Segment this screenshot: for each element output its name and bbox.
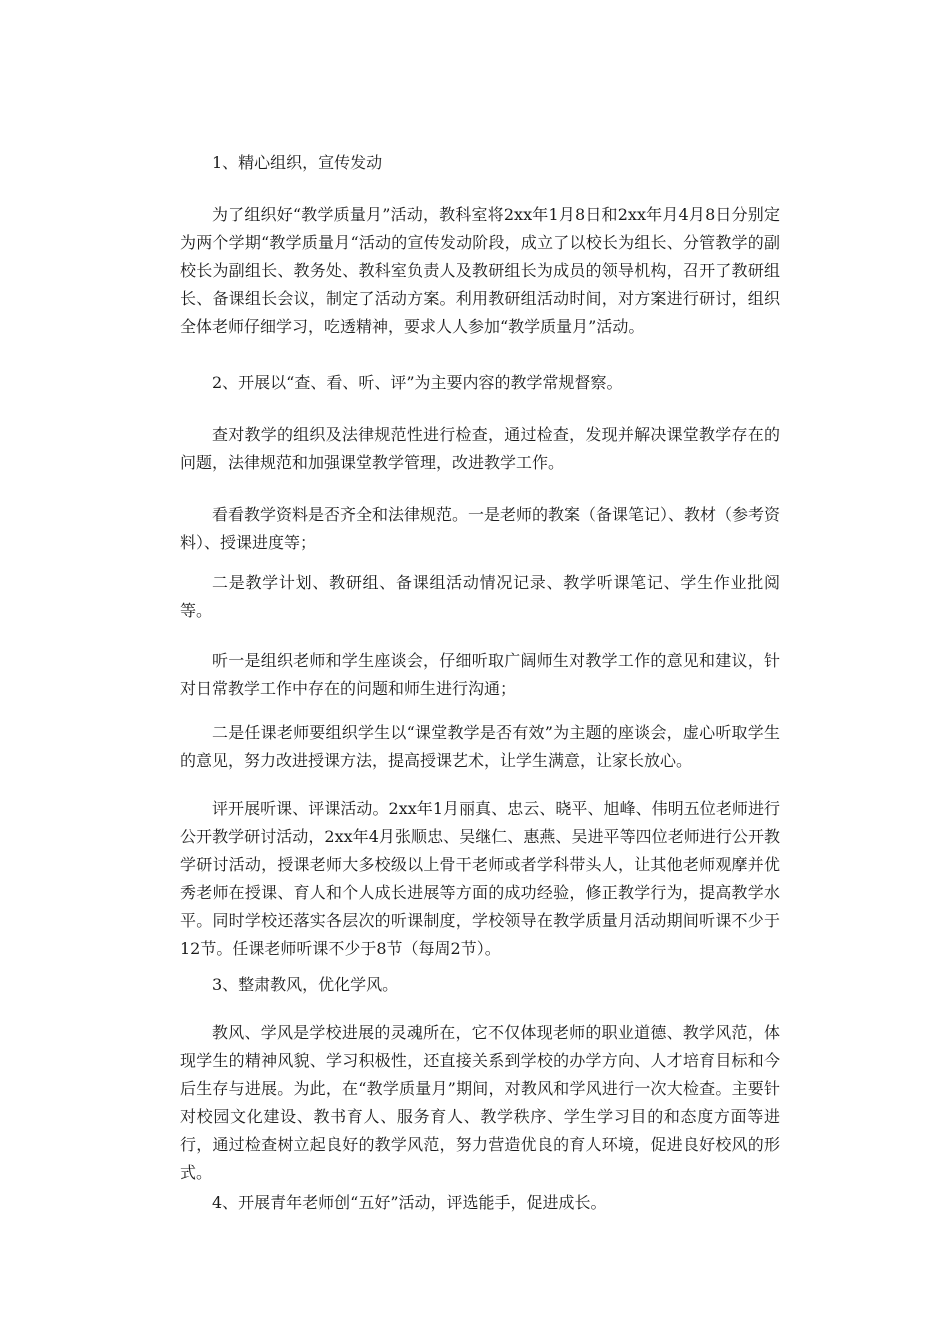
paragraph: 评开展听课、评课活动。2xx年1月丽真、忠云、晓平、旭峰、伟明五位老师进行公开教学研讨活动，2xx年4月张顺忠、吴继仁、惠燕、吴进平等四位老师进行公开教学研讨活动，授课老师大多校级以上骨干老师或者学科带头人，让其他老师观摩并优秀老师在授课、育人和个人成长进展等方面的成功经验，修正教学行为，提高教学水平。同时学校还落实各层次的听课制度，学校领导在教学质量月活动期间听课不少于12节。任课老师听课不少于8节（每周2节）。 — [180, 799, 780, 958]
section-heading-1: 1、精心组织，宣传发动 — [212, 153, 383, 172]
paragraph: 听一是组织老师和学生座谈会，仔细听取广阔师生对教学工作的意见和建议，针对日常教学工作中存在的问题和师生进行沟通； — [180, 651, 780, 698]
section-heading-3: 3、整肃教风，优化学风。 — [212, 975, 399, 994]
section-heading-4: 4、开展青年老师创“五好”活动，评选能手，促进成长。 — [212, 1193, 607, 1212]
paragraph: 二是任课老师要组织学生以“课堂教学是否有效”为主题的座谈会，虚心听取学生的意见，努力改进授课方法，提高授课艺术，让学生满意，让家长放心。 — [180, 723, 780, 770]
paragraph: 二是教学计划、教研组、备课组活动情况记录、教学听课笔记、学生作业批阅等。 — [180, 573, 780, 620]
section-heading-2: 2、开展以“查、看、听、评”为主要内容的教学常规督察。 — [212, 373, 623, 392]
paragraph: 为了组织好“教学质量月”活动，教科室将2xx年1月8日和2xx年月4月8日分别定为两个学期“教学质量月“活动的宣传发动阶段，成立了以校长为组长、分管教学的副校长为副组长、教务处、教科室负责人及教研组长为成员的领导机构，召开了教研组长、备课组长会议，制定了活动方案。利用教研组活动时间，对方案进行研讨，组织全体老师仔细学习，吃透精神，要求人人参加“教学质量月”活动。 — [180, 205, 780, 336]
paragraph: 查对教学的组织及法律规范性进行检查，通过检查，发现并解决课堂教学存在的问题，法律规范和加强课堂教学管理，改进教学工作。 — [180, 425, 780, 472]
paragraph: 看看教学资料是否齐全和法律规范。一是老师的教案（备课笔记）、教材（参考资料）、授课进度等； — [180, 505, 781, 552]
paragraph: 教风、学风是学校进展的灵魂所在，它不仅体现老师的职业道德、教学风范，体现学生的精神风貌、学习积极性，还直接关系到学校的办学方向、人才培育目标和今后生存与进展。为此，在“教学质量月”期间，对教风和学风进行一次大检查。主要针对校园文化建设、教书育人、服务育人、教学秩序、学生学习目的和态度方面等进行，通过检查树立起良好的教学风范，努力营造优良的育人环境，促进良好校风的形式。 — [180, 1023, 780, 1182]
